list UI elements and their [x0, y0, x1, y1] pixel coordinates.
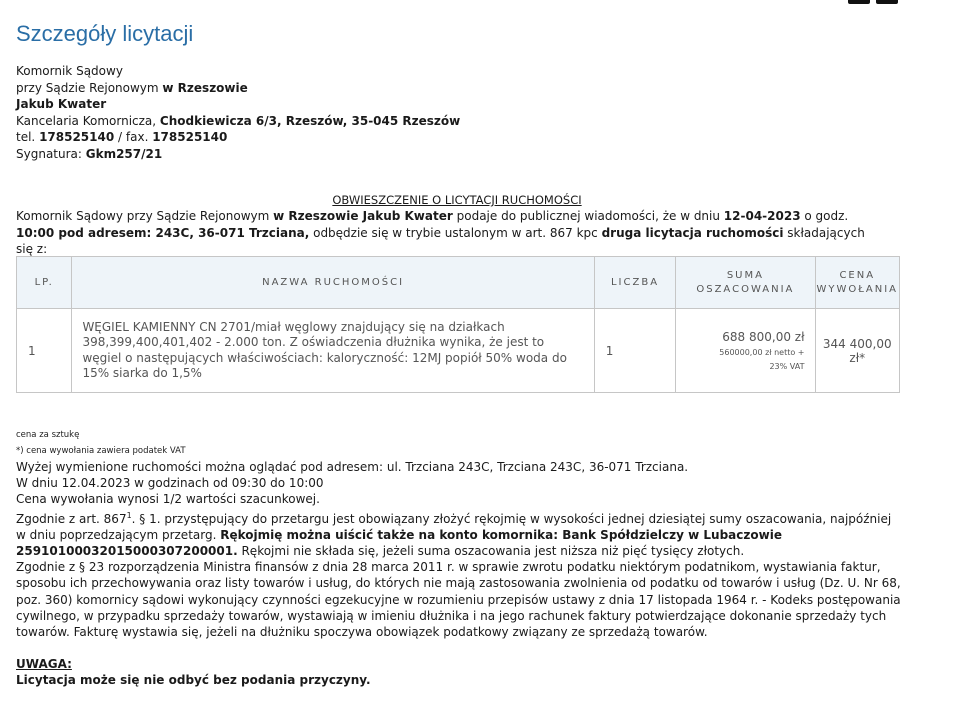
- office-court: [16, 80, 460, 97]
- warning-label-text: UWAGA:: [16, 657, 72, 672]
- row-sum-value: 688 800,00 zł: [722, 329, 805, 344]
- warning-text-value: Licytacja może się nie odbyć bez podania przyczyny.: [16, 673, 371, 688]
- header-qty: LICZBA: [594, 257, 676, 309]
- warning-text: [16, 672, 902, 688]
- notice-title: OBWIESZCZENIE O LICYTACJI RUCHOMOŚCI: [332, 193, 582, 207]
- table-header-row: [17, 257, 900, 309]
- intro-text-2: podaje do publicznej wiadomości, że w dniu: [452, 209, 724, 223]
- office-address: [16, 113, 460, 130]
- bailiff-office-info: [16, 63, 460, 162]
- header-price-line2: WYWOŁANIA: [816, 283, 898, 295]
- footnote-per-item: cena za sztukę: [16, 430, 80, 440]
- deposit-text-3: Rękojmi nie składa się, jeżeli suma oszacowania jest niższa niż pięć tysięcy złotych.: [237, 544, 745, 559]
- row-sum-note1: 560000,00 zł netto +: [719, 347, 805, 357]
- fax-label: / fax.: [114, 130, 153, 144]
- pdf-icon[interactable]: [876, 0, 898, 4]
- office-court-prefix: przy Sądzie Rejonowym: [16, 80, 163, 95]
- office-line1: Komornik Sądowy: [16, 64, 123, 78]
- print-tools[interactable]: [848, 0, 898, 4]
- fax-value: 178525140: [152, 130, 228, 144]
- signature-label: Sygnatura:: [16, 146, 86, 161]
- viewing-info: Wyżej wymienione ruchomości można oglądać pod adresem: ul. Trzciana 243C, Trzciana 243C, 36-071 Trzciana.: [16, 460, 689, 474]
- items-table: [16, 256, 900, 393]
- row-sum: [676, 309, 815, 393]
- signature-value: Gkm257/21: [85, 146, 163, 161]
- header-sum-line2: OSZACOWANIA: [696, 283, 795, 295]
- row-qty: 1: [594, 309, 676, 393]
- viewing-date: W dniu 12.04.2023 w godzinach od 09:30 do 10:00: [16, 476, 324, 491]
- deposit-sup: 1: [126, 510, 132, 520]
- office-phone: [16, 129, 460, 146]
- deposit-account: Rękojmię można uiścić także na konto komornika: Bank Spółdzielczy w Lubaczowie 25910100032015000307200001.: [16, 527, 782, 559]
- intro-text-1: Komornik Sądowy przy Sądzie Rejonowym: [16, 209, 274, 223]
- office-court-city: w Rzeszowie: [162, 80, 248, 95]
- auction-time-address: 10:00 pod adresem: 243C, 36-071 Trzciana,: [16, 225, 310, 240]
- office-name: [16, 96, 460, 113]
- deposit-text-2: . § 1. przystępujący do przetargu jest obowiązany złożyć rękojmię w wysokości jednej dziesiątej sumy oszacowania, najpóźniej w dniu poprzedzającym przetarg.: [16, 511, 892, 542]
- vat-rule: Zgodnie z § 23 rozporządzenia Ministra finansów z dnia 28 marca 2011 r. w sprawie zwrotu podatku niektórym podatnikom, wystawiania faktur, sposobu ich przechowywania oraz listy towarów i usług, do których nie mają zastosowania zwolnienia od podatku od towarów i usług (Dz. U. Nr 68, poz. 360) komornicy sądowi wykonujący czynności egzekucyjne w rozumieniu przepisów ustawy z dnia 17 listopada 1964 r. - Kodeks postępowania cywilnego, w przypadku sprzedaży towarów, wystawiają w imieniu dłużnika i na jego rachunek faktury potwierdzające dokonanie sprzedaży tych towarów. Fakturę wystawia się, jeżeli na dłużniku spoczywa obowiązek podatkowy związany ze sprzedażą towarów.: [16, 560, 901, 640]
- row-lp: 1: [17, 309, 72, 393]
- header-name: NAZWA RUCHOMOŚCI: [72, 257, 594, 309]
- header-sum-line1: SUMA: [726, 269, 764, 281]
- row-name: WĘGIEL KAMIENNY CN 2701/miał węglowy znajdujący się na działkach 398,399,400,401,402 - 2.000 ton. Z oświadczenia dłużnika wynika, że jest to węgiel o następujących właściwościach: kaloryczność: 12MJ popiół 50% woda do 15% siarka do 1,5%: [72, 309, 594, 393]
- bailiff-name: Jakub Kwater: [16, 97, 107, 111]
- header-lp: LP.: [17, 257, 72, 309]
- office-address-value: Chodkiewicza 6/3, Rzeszów, 35-045 Rzeszów: [159, 113, 461, 128]
- table-row: [17, 309, 900, 393]
- office-address-prefix: Kancelaria Komornicza,: [16, 113, 160, 128]
- tel-value: 178525140: [39, 130, 115, 144]
- notice-intro: [16, 208, 866, 258]
- auction-details: [16, 459, 902, 689]
- auction-type: druga licytacja ruchomości: [601, 225, 784, 240]
- warning-label: [16, 656, 902, 672]
- header-sum: [676, 257, 815, 309]
- price-info: Cena wywołania wynosi 1/2 wartości szacunkowej.: [16, 492, 320, 507]
- footnote-vat: *) cena wywołania zawiera podatek VAT: [16, 446, 186, 456]
- intro-bold-1: w Rzeszowie Jakub Kwater: [273, 209, 453, 223]
- intro-text-5: składających się z:: [16, 225, 865, 256]
- intro-text-3: o godz.: [800, 209, 849, 223]
- page-title: Szczegóły licytacji: [16, 20, 194, 46]
- tel-label: tel.: [16, 130, 40, 144]
- intro-text-4: odbędzie się w trybie ustalonym w art. 867 kpc: [309, 225, 602, 240]
- row-price: 344 400,00 zł*: [815, 309, 900, 393]
- header-price: [815, 257, 900, 309]
- deposit-text-1: Zgodnie z art. 867: [16, 511, 127, 526]
- header-price-line1: CENA: [839, 269, 876, 281]
- auction-date: 12-04-2023: [723, 209, 801, 223]
- print-icon[interactable]: [848, 0, 870, 4]
- deposit-info: [16, 508, 902, 560]
- row-sum-note2: 23% VAT: [769, 361, 805, 371]
- office-signature: [16, 146, 460, 163]
